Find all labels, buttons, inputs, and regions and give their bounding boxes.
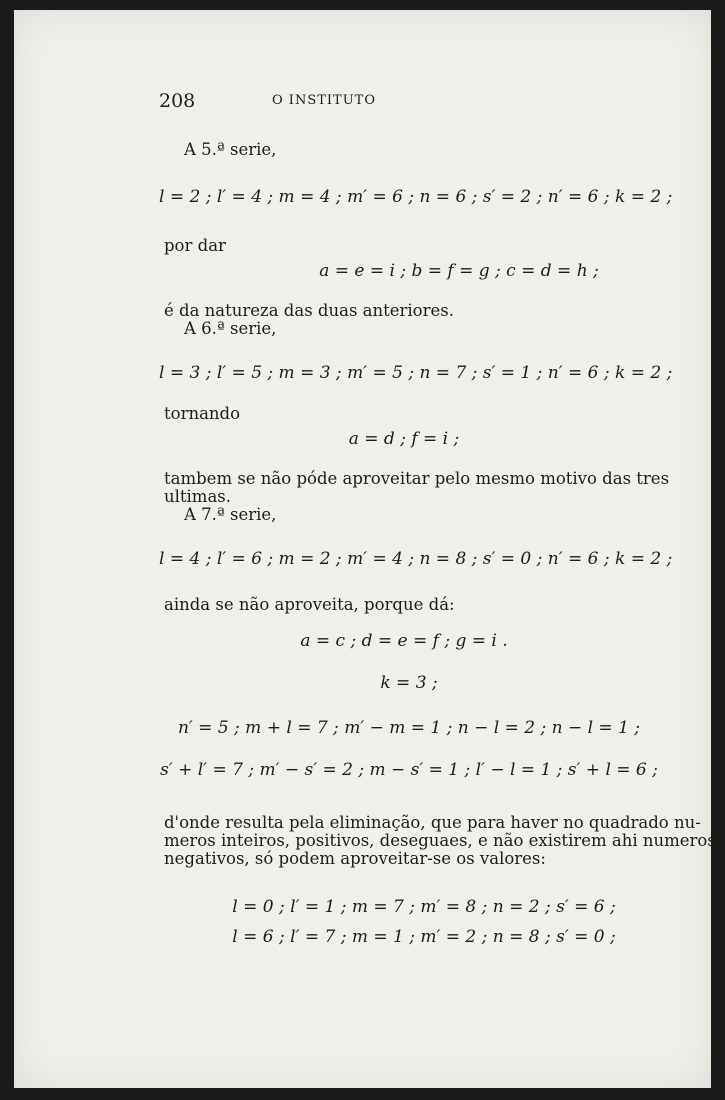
equation-line: a = e = i ; b = f = g ; c = d = h ;: [319, 261, 599, 281]
text-line: meros inteiros, positivos, deseguaes, e não existirem ahi numeros: [164, 831, 716, 850]
text-line: tambem se não póde aproveitar pelo mesmo motivo das tres: [164, 469, 670, 488]
equation-line: l = 4 ; l′ = 6 ; m = 2 ; m′ = 4 ; n = 8 ; s′ = 0 ; n′ = 6 ; k = 2 ;: [159, 549, 673, 569]
equation-line: a = c ; d = e = f ; g = i .: [300, 631, 508, 651]
text-line: A 6.ª serie,: [184, 319, 277, 338]
text-line: é da natureza das duas anteriores.: [164, 301, 454, 320]
text-line: ainda se não aproveita, porque dá:: [164, 595, 455, 614]
equation-line: l = 0 ; l′ = 1 ; m = 7 ; m′ = 8 ; n = 2 ; s′ = 6 ;: [232, 897, 616, 917]
text-line: A 5.ª serie,: [184, 140, 277, 159]
equation-line: k = 3 ;: [380, 673, 438, 693]
text-line: d'onde resulta pela eliminação, que para haver no quadrado nu-: [164, 813, 701, 832]
page-number: 208: [159, 90, 196, 112]
text-line: tornando: [164, 404, 241, 423]
text-line: ultimas.: [164, 487, 232, 506]
equation-line: a = d ; f = i ;: [348, 429, 460, 449]
equation-line: l = 3 ; l′ = 5 ; m = 3 ; m′ = 5 ; n = 7 ; s′ = 1 ; n′ = 6 ; k = 2 ;: [159, 363, 673, 383]
book-page: [14, 10, 716, 1088]
text-line: por dar: [164, 236, 226, 255]
equation-line: l = 6 ; l′ = 7 ; m = 1 ; m′ = 2 ; n = 8 ; s′ = 0 ;: [232, 927, 616, 947]
text-line: A 7.ª serie,: [184, 505, 277, 524]
equation-line: l = 2 ; l′ = 4 ; m = 4 ; m′ = 6 ; n = 6 ; s′ = 2 ; n′ = 6 ; k = 2 ;: [159, 187, 673, 207]
running-title: O INSTITUTO: [272, 93, 376, 108]
text-line: negativos, só podem aproveitar-se os valores:: [164, 849, 546, 868]
equation-line: s′ + l′ = 7 ; m′ − s′ = 2 ; m − s′ = 1 ; l′ − l = 1 ; s′ + l = 6 ;: [160, 760, 658, 780]
equation-line: n′ = 5 ; m + l = 7 ; m′ − m = 1 ; n − l = 2 ; n − l = 1 ;: [177, 718, 641, 738]
page-header: [159, 90, 489, 114]
